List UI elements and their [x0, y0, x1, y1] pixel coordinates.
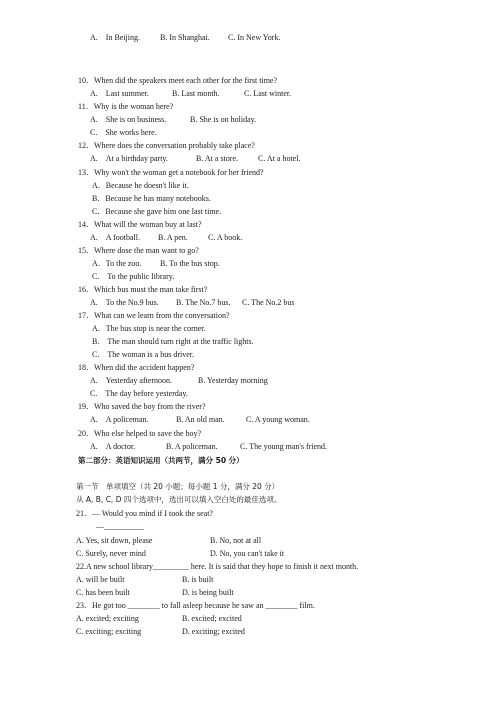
q9-option-a: A. In Beijing.: [90, 33, 140, 42]
q9-option-c: C. In New York.: [228, 33, 281, 42]
exam-page: A. In Beijing. B. In Shanghai. C. In New York. 10．When did the speakers meet each other for the first time? A. Last summer. B. Last month. C. Last winter. 11．Why is the woman here? A. She is on business. B. She is on holiday. C. She works here. 12．Where does the conversation probably take place? A. At a birthday party. B. At a store. C. At a hotel. 13．Why won't the woman get a notebook for her friend? A．Because he doesn't like it. B．Because he has many notebooks. C．Because she gave him one last time. 14．What will the woman buy at last? A. A football. B. A pen. C. A book. 15．Where dose the man want to go? A．To the zoo. B. To the bus stop. C. To the public library. 16．Which bus must the man take first? A. To the No.9 bus. B. The No.7 bus. C. The No.2 bus 17．What can we learn from the conversation? A．The bus stop is near the corner. B. The man should turn right at the traffic lights. C. The woman is a bus driver. 18．When did the accident happen? A. Yesterday afternoon. B. Yesterday morning C. The day before yesterday. 19．Who saved the boy from the river? A. A policeman. B. An old man. C. A young woman. 20．Who else helped to save the boy? A. A doctor. B. A policeman. C. The young man's friend. 第二部分：英语知识运用（共两节，满分 50 分） 第一节 单项填空（共 20 小题；每小题 1 分，满分 20 分） 从 A, B, C, D 四个选项中，选出可以填入空白处的最佳选项。 21．— Would you mind if I took the seat? —__________ A. Yes, sit down, please B. No, not at all C. Surely, never mind D. No, you can't take it 22.A new school library_________ here. It is said that they hope to finish it next month. A. will be built B. is built C. has been built D. is being built 23．He got too ________ to fall asleep because he saw an ________ film. A. excited; exciting B. excited; excited C. exciting; exciting D. exciting; excited: [76, 33, 359, 636]
q9-option-b: B. In Shanghai.: [160, 33, 210, 42]
